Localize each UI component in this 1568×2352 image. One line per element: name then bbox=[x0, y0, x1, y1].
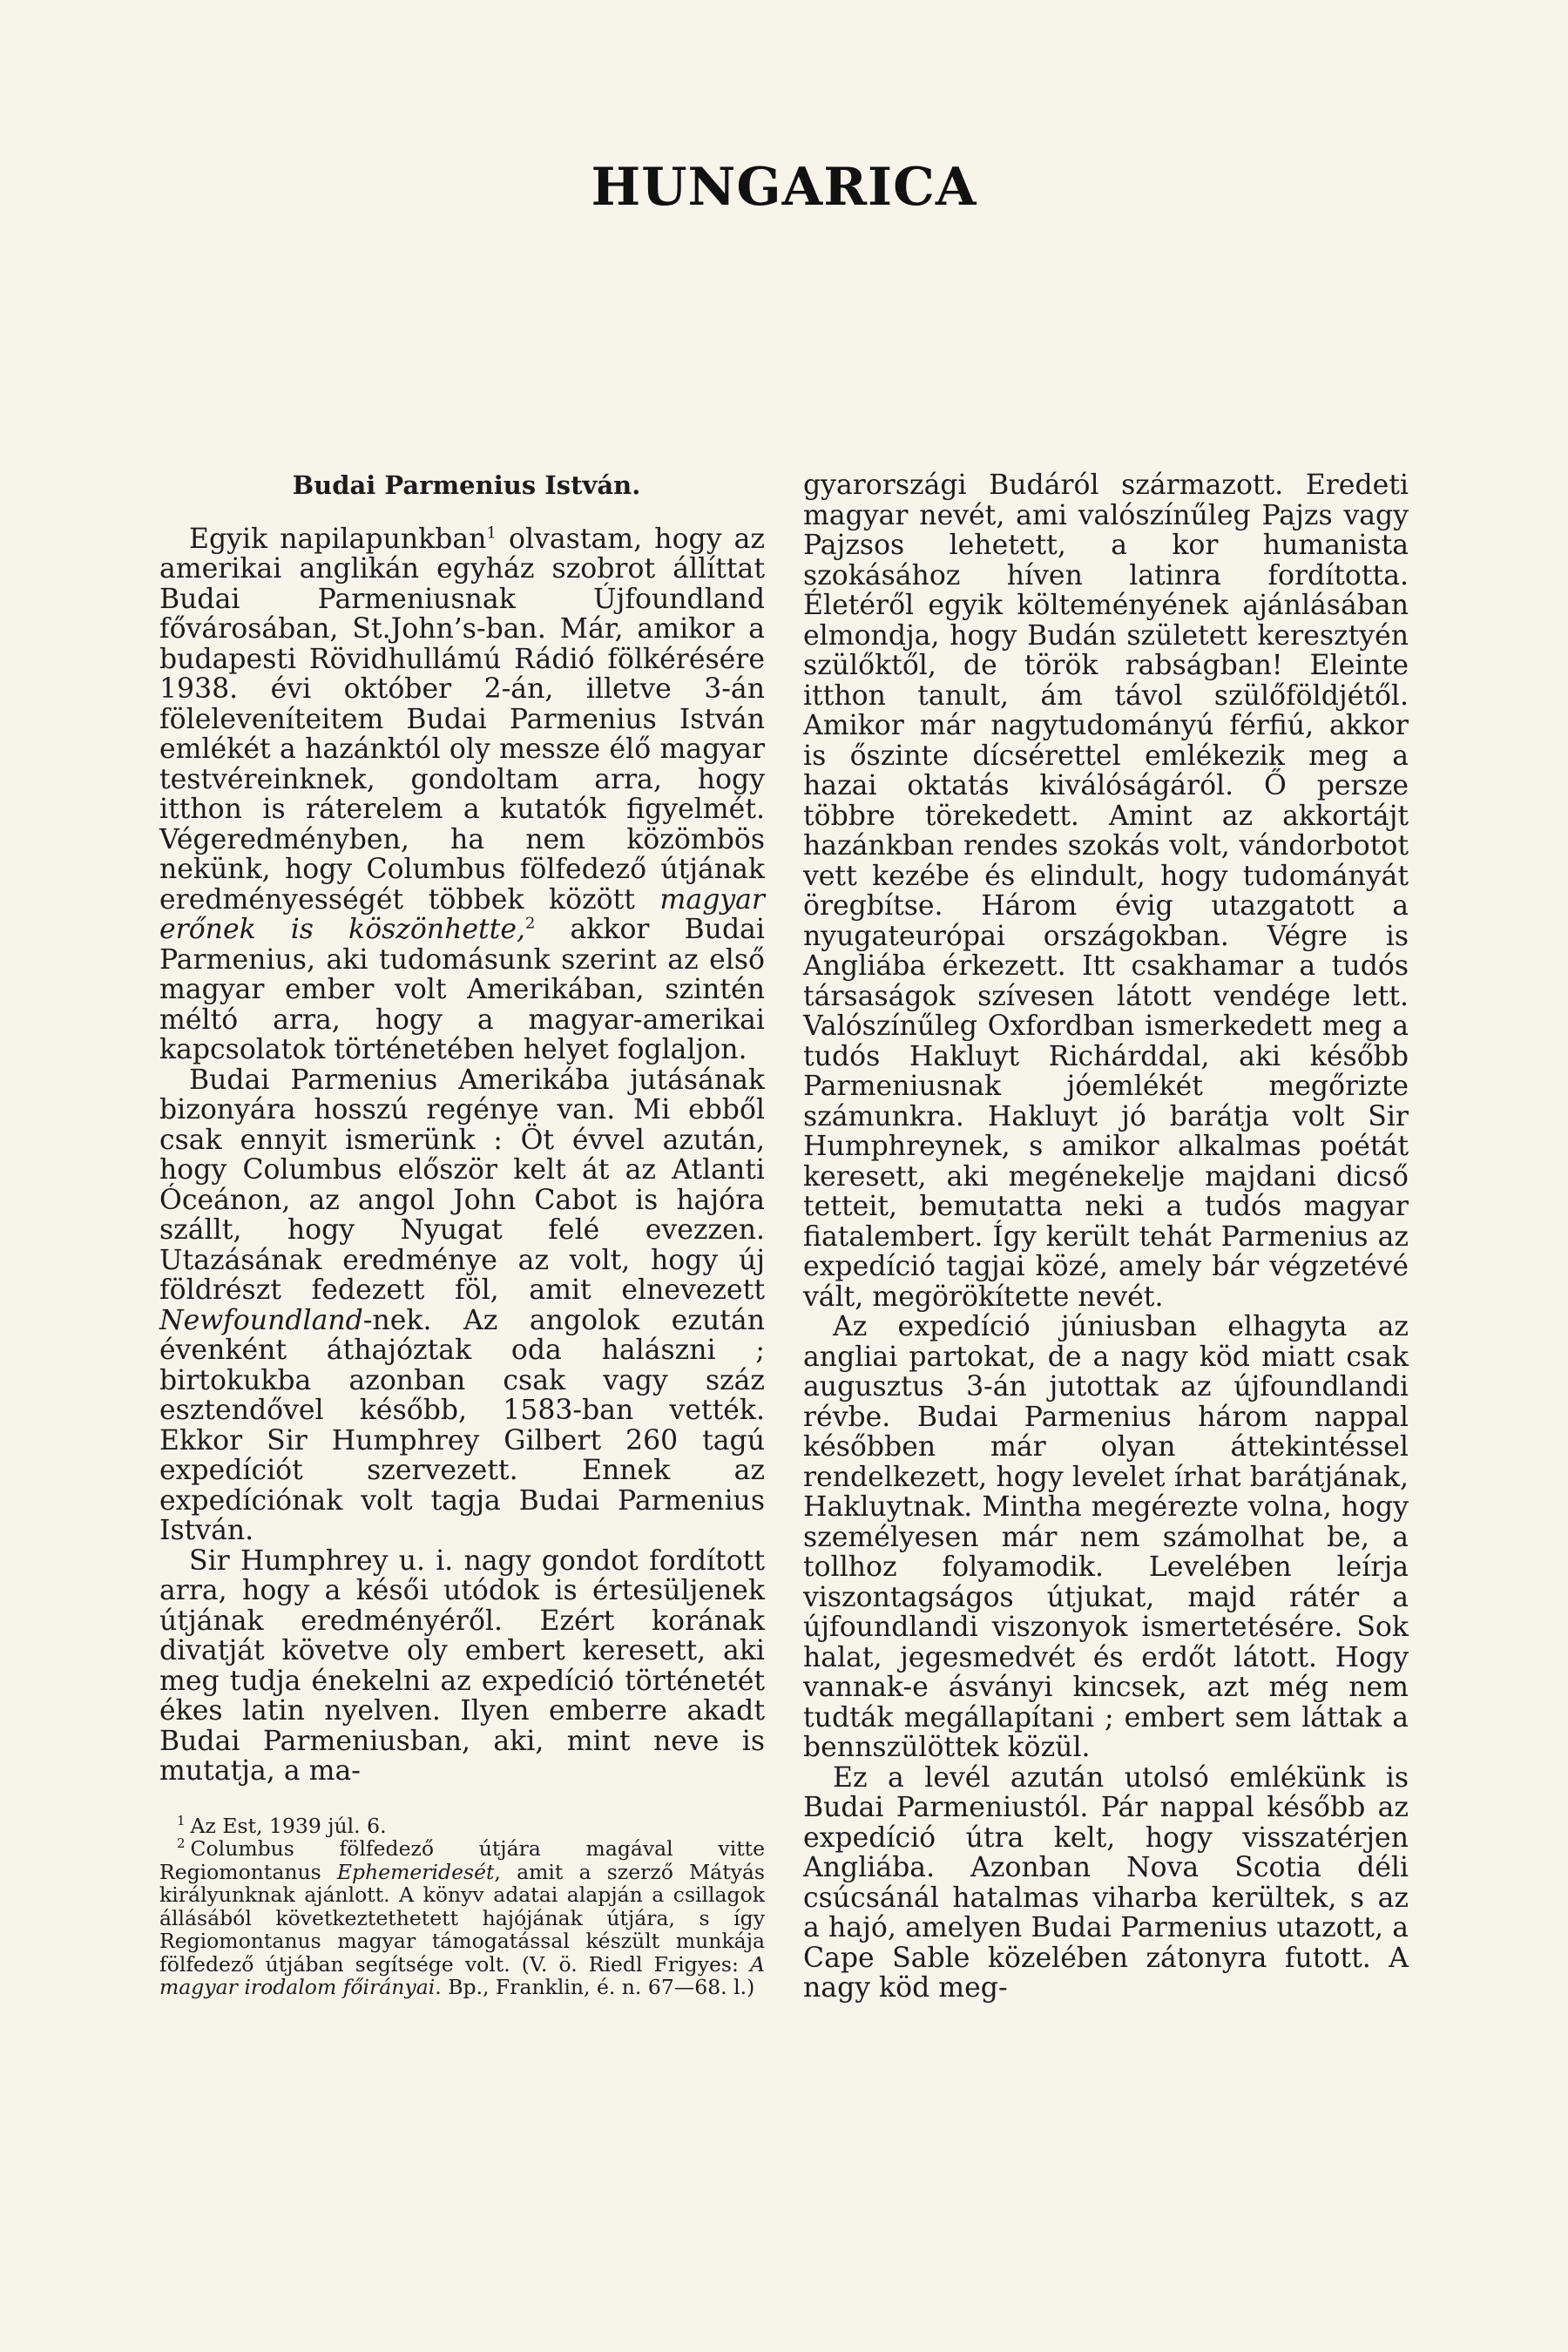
footnote-ref-2: 2 bbox=[525, 914, 536, 933]
text: -nek. Az angolok ezután évenként áthajóztak oda halászni ; birtokukba azonban csak vagy száz esztendővel később, 1583-ban vették. Ekkor Sir Humphrey Gilbert 260 tagú expedíciót szervezett. Ennek az expedíciónak volt tagja Budai Parmenius István. bbox=[159, 1304, 765, 1546]
footnote-mark-2: 2 bbox=[177, 1835, 186, 1852]
text: Egyik napilapunkban bbox=[189, 523, 487, 555]
text: akkor Budai Parmenius, aki tudomásunk szerint az első magyar ember volt Amerikában, szintén méltó arra, hogy a magyar-amerikai kapcsolatok történetében helyet foglaljon. bbox=[159, 914, 765, 1065]
right-paragraph-2: Az expedíció júniusban elhagyta az angliai partokat, de a nagy köd miatt csak augusztus 3-án jutottak az újfoundlandi révbe. Budai Parmenius három nappal későbben már olyan áttekintéssel rendelkezett, hogy levelet írhat barátjának, Hakluytnak. Mintha megérezte volna, hogy személyesen már nem számolhat be, a tollhoz folyamodik. Levelében leírja viszontagságos útjukat, majd rátér a újfoundlandi viszonyok ismertetésére. Sok halat, jegesmedvét és erdőt látott. Hogy vannak-e ásványi kincsek, azt még nem tudták megállapítani ; embert sem láttak a bennszülöttek közül. bbox=[803, 1311, 1409, 1763]
italic-text: A magyar irodalom főirányai bbox=[159, 1951, 765, 1999]
footnote-ref-1: 1 bbox=[486, 524, 497, 542]
italic-text: Ephemeridesét bbox=[336, 1859, 495, 1884]
text: . Bp., Franklin, é. n. 67—68. l.) bbox=[435, 1975, 755, 1999]
footnote-2 bbox=[159, 1837, 765, 1999]
text: Columbus fölfedező útjára magával vitte Regiomontanus bbox=[159, 1836, 765, 1884]
left-paragraph-3: Sir Humphrey u. i. nagy gondot fordított arra, hogy a késői utódok is értesüljenek útjának eredményéről. Ezért korának divatját követve oly embert keresett, aki meg tudja énekelni az expedíció történetét ékes latin nyelven. Ilyen emberre akadt Budai Parmeniusban, aki, mint neve is mutatja, a ma- bbox=[159, 1544, 765, 1787]
left-column bbox=[159, 470, 765, 1999]
footnote-1-text: Az Est, 1939 júl. 6. bbox=[190, 1813, 387, 1838]
italic-text: Newfoundland bbox=[159, 1304, 363, 1336]
italic-text: magyar erőnek is köszönhette, bbox=[159, 883, 765, 945]
footnotes bbox=[159, 1812, 765, 1999]
right-paragraph-1: gyarországi Budáról származott. Eredeti magyar nevét, ami valószínűleg Pajzs vagy Pajzsos lehetett, a kor humanista szokásához híven latinra fordította. Életéről egyik költeményének ajánlásában elmondja, hogy Budán született keresztyén szülőktől, de török rabságban! Eleinte itthon tanult, ám távol szülőföldjétől. Amikor már nagytudományú férfiú, akkor is őszinte dícsérettel emlékezik meg a hazai oktatás kiválóságáról. Ő persze többre törekedett. Amint az akkortájt hazánkban rendes szokás volt, vándorbotot vett kezébe és elindult, hogy tudományát öregbítse. Három évig utazgatott a nyugateurópai országokban. Végre is Angliába érkezett. Itt csakhamar a tudós társaságok szívesen látott vendége lett. Valószínűleg Oxfordban ismerkedett meg a tudós Hakluyt Richárddal, aki később Parmeniusnak jóemlékét megőrizte számunkra. Hakluyt jó barátja volt Sir Humphreynek, s amikor alkalmas poétát keresett, aki megénekelje majdani dicső tetteit, bemutatta neki a tudós magyar fiatalembert. Így került tehát Parmenius az expedíció tagjai közé, amely bár végzetévé vált, megörökítette nevét. bbox=[803, 470, 1409, 1313]
article-heading: Budai Parmenius István. bbox=[292, 470, 641, 500]
page-title: HUNGARICA bbox=[591, 157, 977, 218]
footnote-mark-1: 1 bbox=[177, 1812, 186, 1828]
right-column bbox=[803, 470, 1409, 2004]
left-paragraph-2 bbox=[159, 1065, 765, 1546]
text: , amit a szerző Mátyás királyunknak ajánlott. A könyv adatai alapján a csillagok állásából következtethetett hajójának útjára, s így Regiomontanus magyar támogatással készült munkája fölfedező útjában segítsége volt. (V. ö. Riedl Frigyes: bbox=[159, 1859, 765, 1977]
left-paragraph-1 bbox=[159, 524, 765, 1065]
footnote-1 bbox=[159, 1812, 765, 1838]
text: olvastam, hogy az amerikai anglikán egyház szobrot állíttat Budai Parmeniusnak Újfoundland fővárosában, St.John’s-ban. Már, amikor a budapesti Rövidhullámú Rádió fölkérésére 1938. évi október 2-án, illetve 3-án föleleveníteitem Budai Parmenius István emlékét a hazánktól oly messze élő magyar testvéreinknek, gondoltam arra, hogy itthon is ráterelem a kutatók figyelmét. Végeredményben, ha nem közömbös nekünk, hogy Columbus fölfedező útjának eredményességét többek között bbox=[159, 523, 765, 916]
right-paragraph-3: Ez a levél azután utolsó emlékünk is Budai Parmeniustól. Pár nappal később az expedíció útra kelt, hogy visszatérjen Angliába. Azonban Nova Scotia déli csúcsánál hatalmas viharba kerültek, s az a hajó, amelyen Budai Parmenius utazott, a Cape Sable közelében zátonyra futott. A nagy köd meg- bbox=[803, 1761, 1409, 2004]
text: Budai Parmenius Amerikába jutásának bizonyára hosszú regénye van. Mi ebből csak ennyit ismerünk : Öt évvel azután, hogy Columbus először kelt át az Atlanti Óceánon, az angol John Cabot is hajóra szállt, hogy Nyugat felé evezzen. Utazásának eredménye az volt, hogy új földrészt fedezett föl, amit elnevezett bbox=[159, 1064, 765, 1306]
